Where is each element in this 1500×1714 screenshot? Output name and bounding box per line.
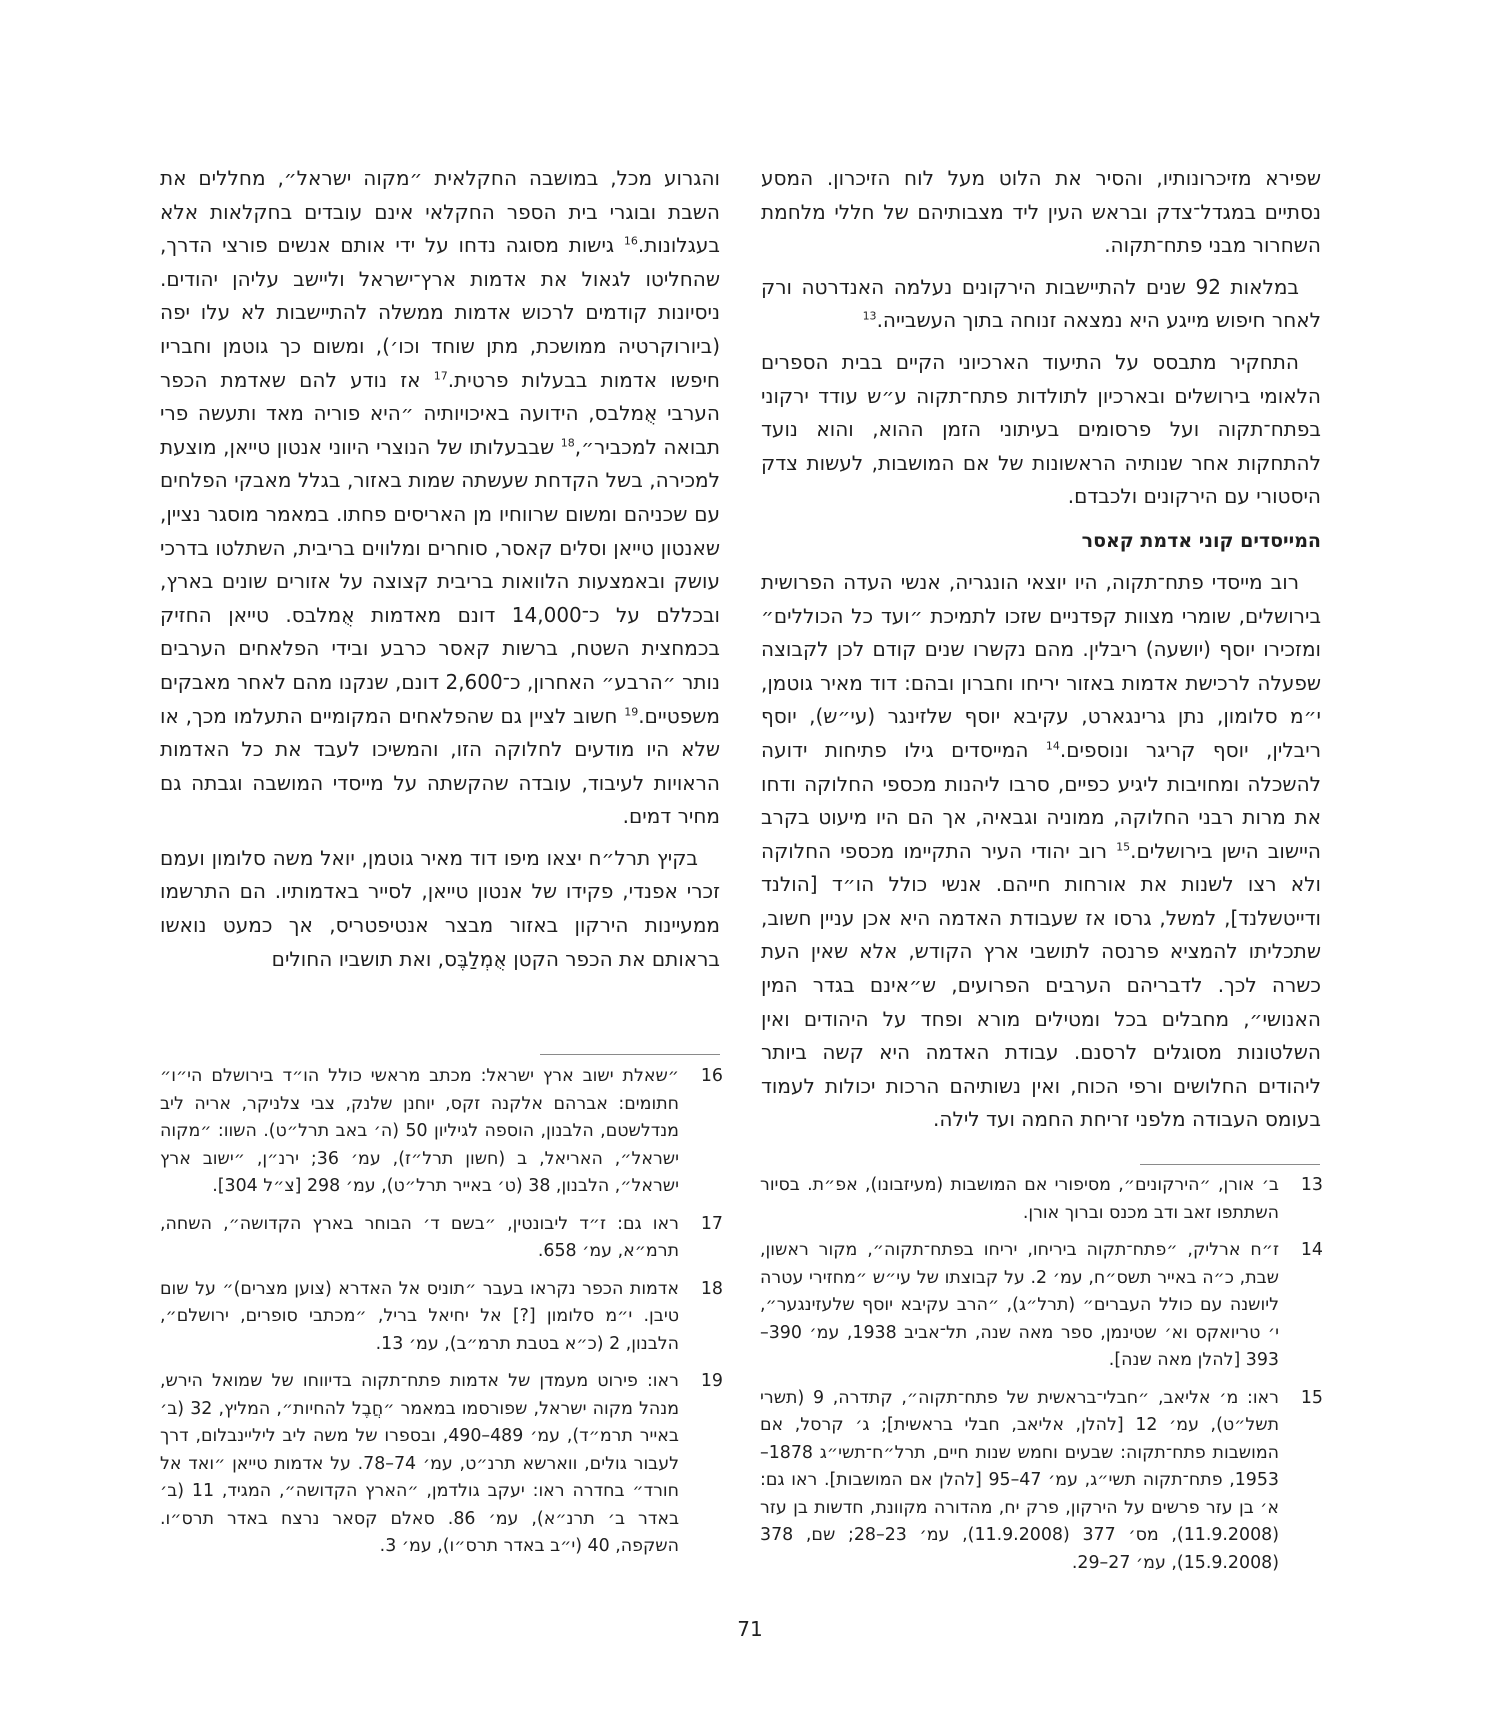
footnote <box>160 1211 723 1266</box>
left-text-column <box>160 162 720 984</box>
footnote-text: ״שאלת ישוב ארץ ישראל: מכתב מראשי כולל הו״ד בירושלם הי״ו״ חתומים: אברהם אלקנה זקס, יוחנן שלנק, צבי צלניקר, אריה ליב מנדלשטם, הלבנון, הוספה לגיליון 50 (ה׳ באב תרל״ט). השוו: ״מקוה ישראל״, האריאל, ב (חשון תרל״ז), עמ׳ 36; ירנ״ן, ״ישוב ארץ ישראל״, הלבנון, 38 (ט׳ באייר תרל״ט), עמ׳ 298 [צ״ל 304]. <box>160 1066 679 1196</box>
paragraph: רוב מייסדי פתח־תקוה, היו יוצאי הונגריה, אנשי העדה הפרושית בירושלים, שומרי מצוות קפדניים שזכו לתמיכת ״ועד כל הכוללים״ ומזכירו יוסף (יושעה) ריבלין. מהם נקשרו שנים קודם לכן לקבוצה שפעלה לרכישת אדמות באזור יריחו וחברון ובהם: דוד מאיר גוטמן, י״מ סלומון, נתן גרינגארט, עקיבא יוסף שלזינגר (עי״ש), יוסף ריבלין, יוסף קריגר ונוספים.$^{14}$ המייסדים גילו פתיחות ידועה להשכלה ומחויבות ליגיע כפיים, סרבו ליהנות מכספי החלוקה ודחו את מרות רבני החלוקה, ממוניה וגבאיה, אך הם היו מיעוט בקרב היישוב הישן בירושלים.$^{15}$ רוב יהודי העיר התקיימו מכספי החלוקה ולא רצו לשנות את אורחות חייהם. אנשי כולל הו״ד [הולנד ודייטשלנד], למשל, גרסו אז שעבודת האדמה היא אכן עניין חשוב, שתכליתו להמציא פרנסה לתושבי ארץ הקודש, אלא שאין העת כשרה לכך. לדבריהם הערבים הפרועים, ש״אינם בגדר המין האנושי״, מחבלים בכל ומטילים מורא ופחד על היהודים ואין השלטונות מסוגלים לרסנם. עבודת האדמה היא קשה ביותר ליהודים החלושים ורפי הכוח, ואין נשותיהם הרכות יכולות לעמוד בעומס העבודה מלפני זריחת החמה ועד לילה. <box>761 569 1322 1132</box>
footnote-ref[interactable]: 13 <box>862 309 877 323</box>
footnote-divider <box>540 1054 720 1055</box>
footnote-ref[interactable]: 16 <box>623 234 638 248</box>
footnote-text: ראו גם: ז״ד ליבונטין, ״בשם ד׳ הבוחר בארץ הקדושה״, השחה, תרמ״א, עמ׳ 658. <box>160 1213 679 1261</box>
footnote-number: 19 <box>700 1371 723 1391</box>
footnote <box>760 1385 1323 1578</box>
footnote <box>160 1368 723 1561</box>
footnote-number: 16 <box>700 1066 723 1086</box>
right-text-column <box>761 162 1321 1145</box>
footnote-divider <box>1140 1164 1320 1165</box>
footnote-number: 18 <box>700 1278 723 1299</box>
footnotes-right <box>760 1172 1323 1587</box>
page-number: 71 <box>737 1617 763 1641</box>
footnotes-left <box>160 1063 723 1571</box>
footnote-text: ב׳ אורן, ״הירקונים״, מסיפורי אם המושבות (מעיזבונו), אפ״ת. בסיור השתתפו זאב ודב מכנס וברוך אורן. <box>760 1175 1279 1223</box>
footnote-ref[interactable]: 18 <box>560 436 575 450</box>
footnote-number: 15 <box>1300 1387 1323 1408</box>
paragraph: במלאות 92 שנים להתיישבות הירקונים נעלמה האנדרטה ורק לאחר חיפוש מייגע היא נמצאה זנוחה בתוך העשבייה.$^{13}$ <box>761 274 1321 333</box>
paragraph: והגרוע מכל, במושבה החקלאית ״מקוה ישראל״, מחללים את השבת ובוגרי בית הספר החקלאי אינם עובדים בחקלאות אלא בעגלונות.$^{16}$ גישות מסוגה נדחו על ידי אותם אנשים פורצי הדרך, שהחליטו לגאול את אדמות ארץ־ישראל וליישב עליהן יהודים. ניסיונות קודמים לרכוש אדמות ממשלה להתיישבות לא עלו יפה (ביורוקרטיה ממושכת, מתן שוחד וכו׳), ומשום כך גוטמן וחבריו חיפשו אדמות בבעלות פרטית.$^{17}$ אז נודע להם שאדמת הכפר הערבי אֻמלבס, הידועה באיכויותיה ״היא פוריה מאד ותעשה פרי תבואה למכביר״,$^{18}$ שבבעלותו של הנוצרי היווני אנטון טייאן, מוצעת למכירה, בשל הקדחת שעשתה שמות באזור, בגלל מאבקי הפלחים עם שכניהם ומשום שרווחיו מן האריסים פחתו. במאמר מוסגר נציין, שאנטון טייאן וסלים קאסר, סוחרים ומלווים בריבית, השתלטו בדרכי עושק ובאמצעות הלוואות בריבית קצוצה על אזורים שונים בארץ, ובכללם על כ־14,000 דונם מאדמות אֻמלבס. טייאן החזיק בכמחצית השטח, ברשות קאסר כרבע ובידי הפלאחים הערבים נותר ״הרבע״ האחרון, כ־2,600 דונם, שנקנו מהם לאחר מאבקים משפטיים.$^{19}$ חשוב לציין גם שהפלאחים המקומיים התעלמו מכך, או שלא היו מודעים לחלוקה הזו, והמשיכו לעבד את כל האדמות הראויות לעיבוד, עובדה שהקשתה על מייסדי המושבה וגבתה גם מחיר דמים. <box>160 166 720 829</box>
footnote-ref[interactable]: 17 <box>433 368 448 382</box>
paragraph: בקיץ תרל״ח יצאו מיפו דוד מאיר גוטמן, יואל משה סלומון ועמם זכרי אפנדי, פקידו של אנטון טייאן, לסייר באדמותיו. הם התרשמו ממעיינות הירקון באזור מבצר אנטיפטריס, אך כמעט נואשו בראותם את הכפר הקטן אֻמְלַבֶּס, ואת תושביו החולים <box>160 845 720 971</box>
footnote-text: ז״ח ארליק, ״פתח־תקוה ביריחו, יריחו בפתח־תקוה״, מקור ראשון, שבת, כ״ה באייר תשס״ח, עמ׳ 2. על קבוצתו של עי״ש ״מחזירי עטרה ליושנה עם כולל העברים״ (תרל״ג), ״הרב עקיבא יוסף שלעזינגער״, י׳ טריואקס וא׳ שטינמן, ספר מאה שנה, תל־אביב 1938, עמ׳ 390–393 [להלן מאה שנה]. <box>760 1240 1280 1370</box>
footnote <box>760 1172 1323 1227</box>
footnote-number: 17 <box>700 1213 723 1234</box>
footnote <box>160 1063 723 1201</box>
footnote-ref[interactable]: 15 <box>1116 840 1131 854</box>
section-heading: המייסדים קוני אדמת קאסר <box>1081 529 1321 552</box>
footnote-text: ראו: מ׳ אליאב, ״חבלי־בראשית של פתח־תקוה״, קתדרה, 9 (תשרי תשל״ט), עמ׳ 12 [להלן, אליאב, חבלי בראשית]; ג׳ קרסל, אם המושבות פתח־תקוה: שבעים וחמש שנות חיים, תרל״ח־תשי״ג 1878–1953, פתח־תקוה תשי״ג, עמ׳ 47–95 [להלן אם המושבות]. ראו גם: א׳ בן עזר פרשים על הירקון, פרק יח, מהדורה מקוונת, חדשות בן עזר (11.9.2008), מס׳ 377 (11.9.2008), עמ׳ 23–28; שם, 378 (15.9.2008), עמ׳ 27–29. <box>760 1387 1279 1573</box>
footnote-text: אדמות הכפר נקראו בעבר ״תוניס אל האדרא (צוען מצרים)״ על שום טיבן. י״מ סלומון [?] אל יחיאל בריל, ״מכתבי סופרים, ירושלם״, הלבנון, 2 (כ״א בטבת תרמ״ב), עמ׳ 13. <box>160 1278 679 1354</box>
footnote <box>160 1276 723 1359</box>
paragraph: שפירא מזיכרונותיו, והסיר את הלוט מעל לוח הזיכרון. המסע נסתיים במגדל־צדק ובראש העין ליד מצבותיהם של חללי מלחמת השחרור מבני פתח־תקוה. <box>761 166 1321 258</box>
footnote-ref[interactable]: 14 <box>1045 739 1060 753</box>
footnote-ref[interactable]: 19 <box>624 704 639 718</box>
footnote-number: 13 <box>1300 1175 1323 1195</box>
footnote <box>760 1237 1323 1375</box>
footnote-text: ראו: פירוט מעמדן של אדמות פתח־תקוה בדיווחו של שמואל הירש, מנהל מקוה ישראל, שפורסמו במאמר ״חֲבֶל להחיות״, המליץ, 32 (ב׳ באייר תרמ״ד), עמ׳ 489–490, ובספרו של משה ליב ליליינבלום, דרך לעבור גולים, ווארשא תרנ״ט, עמ׳ 74–78. על אדמות טייאן ״ואד אל חורד״ בחדרה ראו: יעקב גולדמן, ״הארץ הקדושה״, המגיד, 11 (ב׳ באדר ב׳ תרנ״א), עמ׳ 86. סאלם קסאר נרצח באדר תרס״ו. השקפה, 40 (י״ב באדר תרס״ו), עמ׳ 3. <box>160 1371 680 1556</box>
paragraph: התחקיר מתבסס על התיעוד הארכיוני הקיים בבית הספרים הלאומי בירושלים ובארכיון לתולדות פתח־תקוה ע״ש עודד ירקוני בפתח־תקוה ועל פרסומים בעיתוני הזמן ההוא, והוא נועד להתחקות אחר שנותיה הראשונות של אם המושבות, לעשות צדק היסטורי עם הירקונים ולכבדם. <box>761 349 1321 509</box>
footnote-number: 14 <box>1300 1240 1323 1260</box>
